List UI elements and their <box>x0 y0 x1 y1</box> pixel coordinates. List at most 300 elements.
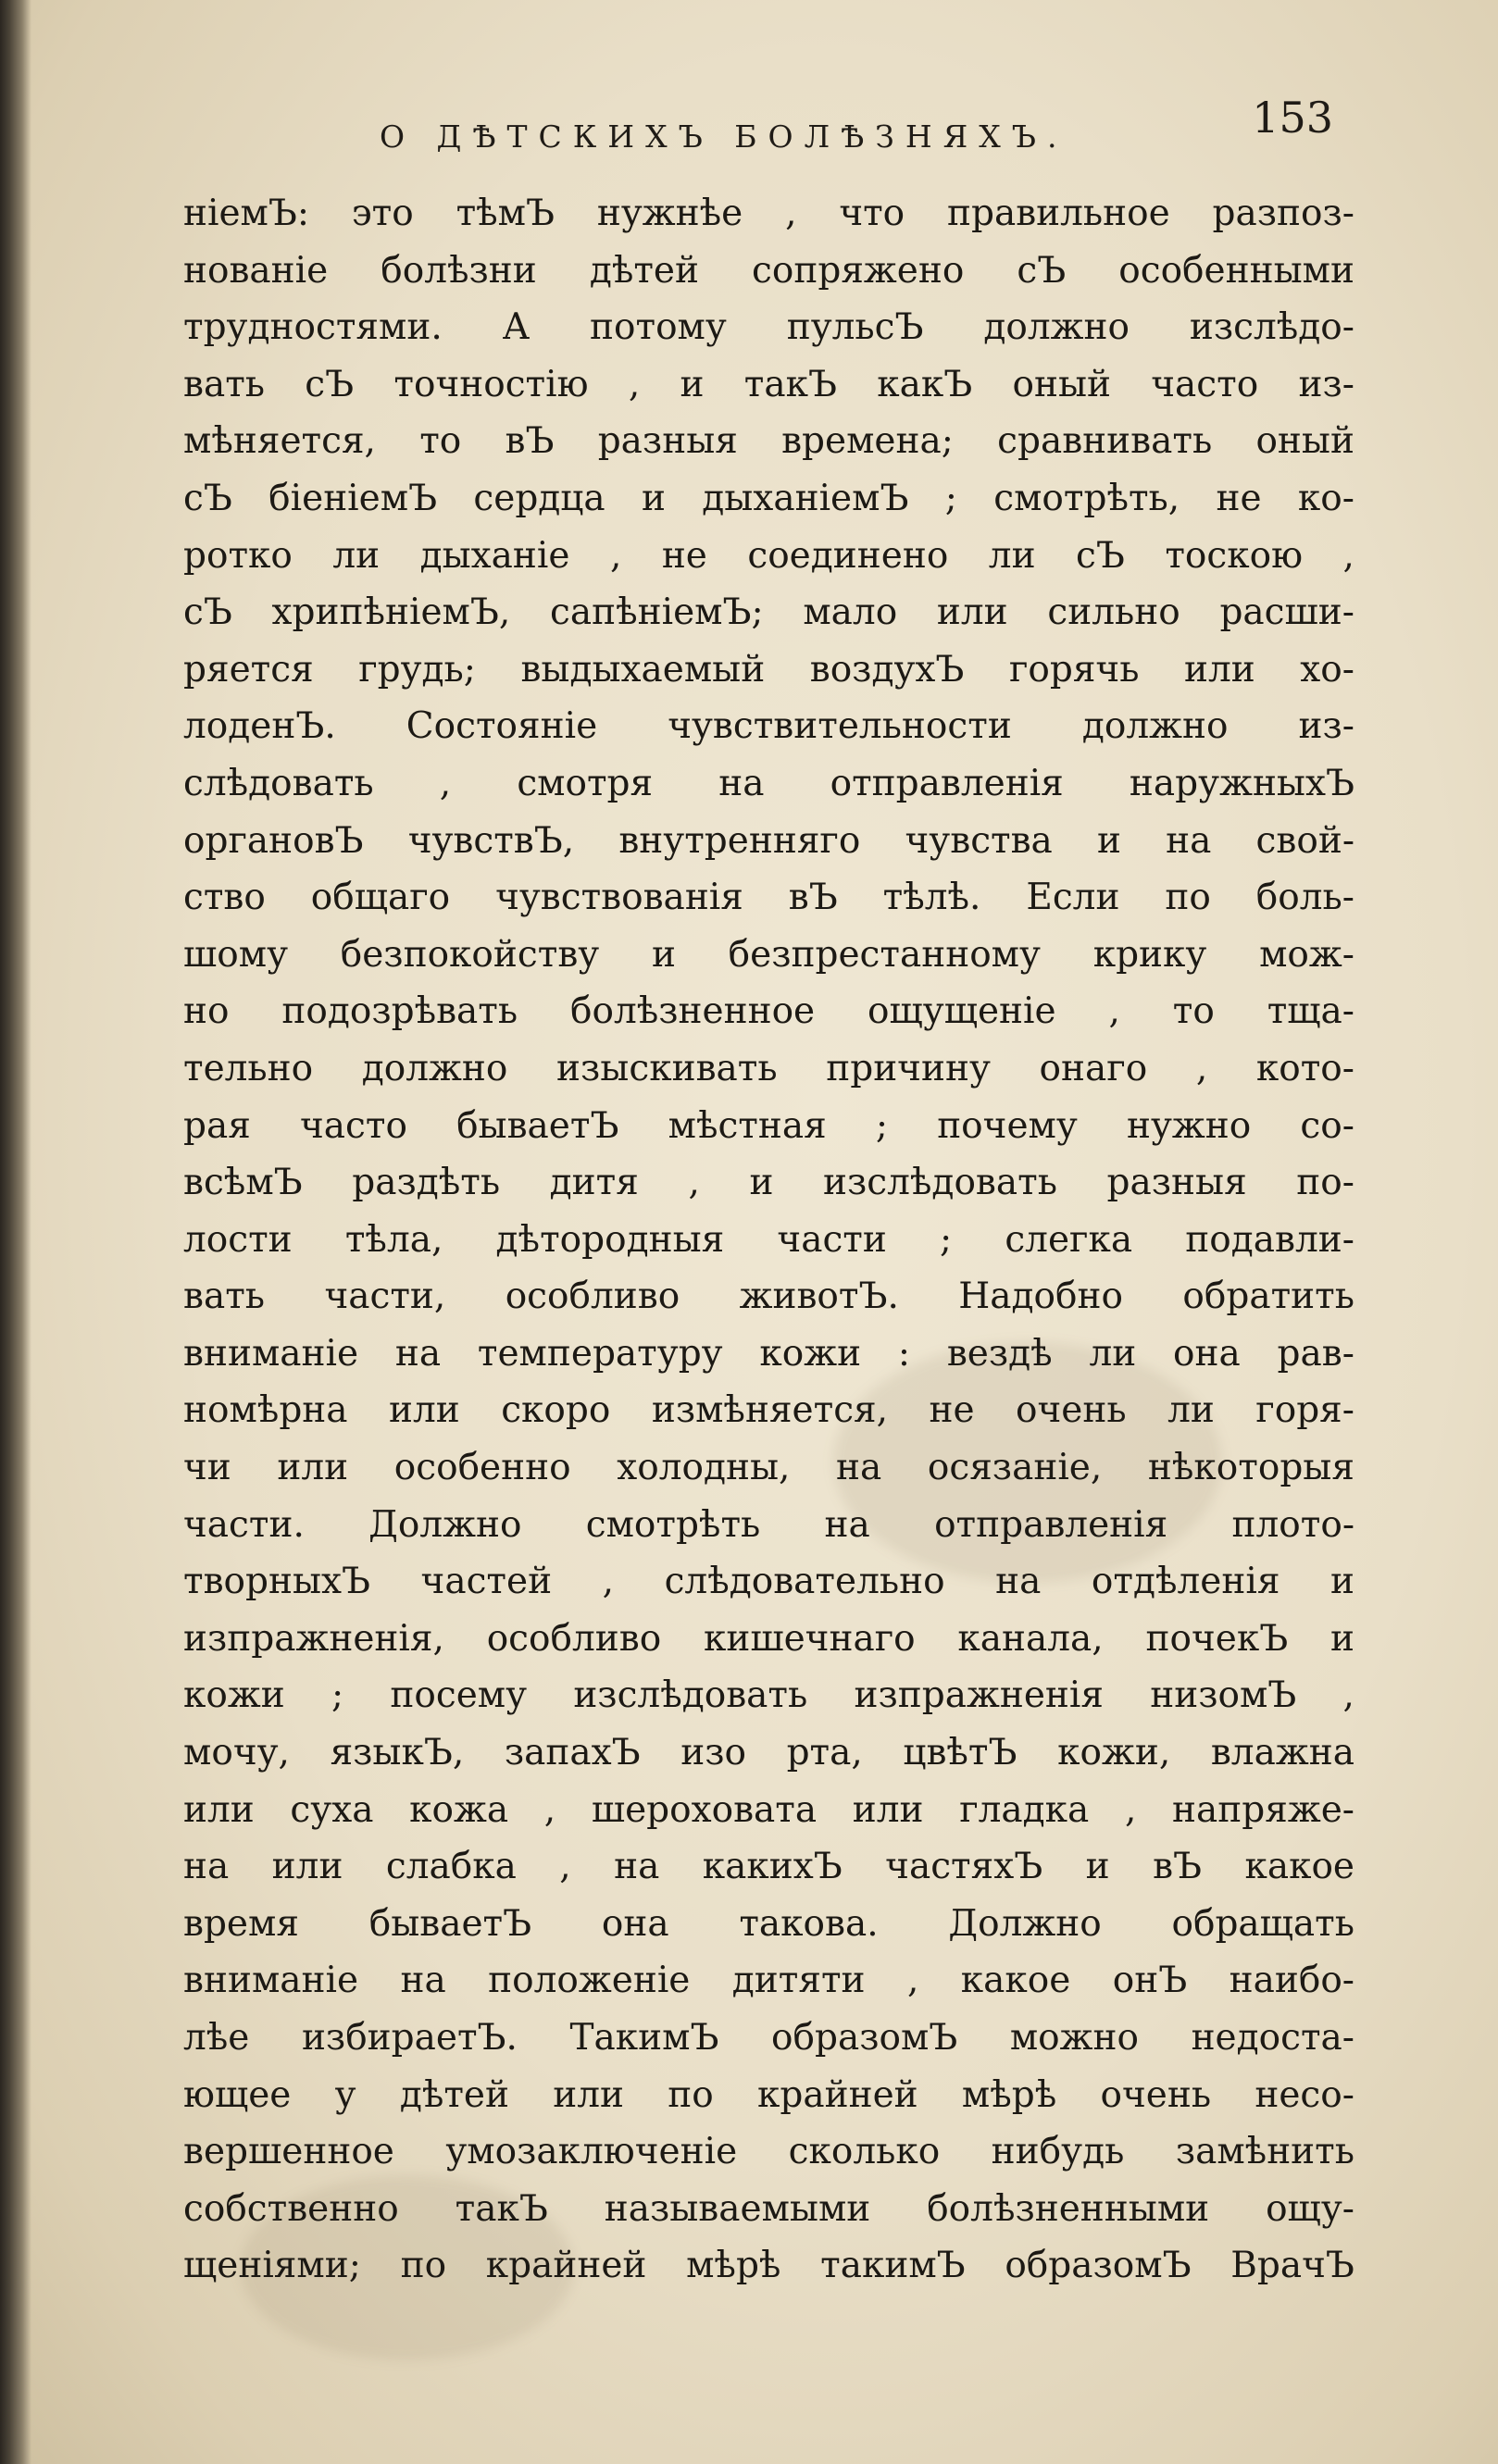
text-word: образомЪ <box>1005 2245 1192 2287</box>
text-line <box>183 813 1354 870</box>
text-word: можно <box>1009 2017 1139 2059</box>
text-word: ство <box>183 877 266 919</box>
text-word: , <box>1342 534 1354 577</box>
text-line <box>183 927 1354 984</box>
text-word: холодны, <box>617 1447 791 1489</box>
text-word: или <box>1183 648 1255 691</box>
text-word: положеніе <box>488 1960 691 2002</box>
text-line <box>183 185 1354 243</box>
text-word: скоро <box>501 1389 611 1432</box>
text-word: нѣкоторыя <box>1147 1447 1354 1489</box>
text-word: запахЪ <box>504 1732 641 1774</box>
text-word: номѣрна <box>183 1389 348 1432</box>
text-word: Если <box>1026 877 1120 919</box>
text-word: какЪ <box>877 363 973 405</box>
text-word: и <box>1085 1846 1110 1888</box>
text-word: или <box>852 1788 924 1831</box>
text-word: какое <box>1244 1846 1354 1888</box>
text-word: вниманіе <box>183 1332 359 1375</box>
text-word: со- <box>1300 1104 1354 1147</box>
text-word: или <box>389 1389 460 1432</box>
text-word: кожа <box>409 1788 509 1831</box>
text-word: дыханіе <box>419 534 570 577</box>
text-line <box>183 1553 1354 1611</box>
text-word: цвѣтЪ <box>903 1732 1017 1774</box>
text-line <box>183 1325 1354 1383</box>
text-word: , <box>1195 1047 1208 1089</box>
text-word: частей <box>420 1561 553 1603</box>
text-word: какихЪ <box>702 1846 843 1888</box>
text-word: тельно <box>183 1047 314 1089</box>
text-word: особенно <box>393 1447 571 1489</box>
text-word: тоскою <box>1165 534 1304 577</box>
text-word: изпражненія, <box>183 1617 444 1660</box>
text-word: изслѣдо- <box>1189 306 1354 349</box>
text-word: безпрестанному <box>728 933 1041 976</box>
text-word: по- <box>1296 1162 1354 1204</box>
text-word: но <box>183 990 230 1033</box>
text-line <box>183 413 1354 470</box>
text-word: подозрѣвать <box>281 990 518 1033</box>
text-word: щеніями; <box>183 2245 361 2287</box>
text-word: слѣдовать <box>183 762 374 804</box>
text-word: мѣрѣ <box>961 2073 1057 2116</box>
text-word: хо- <box>1300 648 1354 691</box>
text-word: дѣтей <box>589 249 699 292</box>
text-word: смотря <box>517 762 654 804</box>
text-word: слабка <box>385 1846 517 1888</box>
text-word: онаго <box>1039 1047 1148 1089</box>
text-word: ; <box>875 1104 889 1147</box>
text-word: , <box>1124 1788 1137 1831</box>
text-word: плото- <box>1231 1503 1354 1546</box>
text-word: часто <box>299 1104 407 1147</box>
text-word: вниманіе <box>183 1960 359 2002</box>
text-word: ли <box>1089 1332 1137 1375</box>
text-word: ВрачЪ <box>1230 2245 1354 2287</box>
text-word: пульсЪ <box>786 306 924 349</box>
text-word: мѣстная <box>668 1104 827 1147</box>
text-word: суха <box>290 1788 374 1831</box>
text-word: она <box>601 1902 669 1945</box>
page-header <box>185 93 1352 167</box>
text-word: что <box>839 193 905 234</box>
text-word: подавли- <box>1185 1218 1354 1261</box>
text-word: нибудь <box>991 2131 1125 2173</box>
text-line <box>183 470 1354 528</box>
text-word: рав- <box>1277 1332 1354 1375</box>
text-word: , <box>439 762 452 804</box>
text-word: не <box>1216 477 1262 519</box>
text-word: и <box>749 1162 774 1204</box>
text-word: наружныхЪ <box>1129 762 1354 804</box>
text-word: напряже- <box>1172 1788 1354 1831</box>
text-word: горячь <box>1008 648 1140 691</box>
text-word: Должно <box>948 1902 1102 1945</box>
text-line <box>183 1497 1354 1554</box>
text-word: ющее <box>183 2073 292 2116</box>
text-word: на <box>824 1503 870 1546</box>
text-word: хрипѣніемЪ, <box>271 591 511 634</box>
text-word: должно <box>983 306 1130 349</box>
text-word: на <box>718 762 765 804</box>
text-word: умозаключеніе <box>445 2131 738 2173</box>
text-word: , <box>1342 1674 1354 1717</box>
text-word: это <box>351 193 414 234</box>
text-word: кожи <box>183 1674 285 1717</box>
text-word: мало <box>803 591 898 634</box>
text-word: слѣдовательно <box>664 1561 945 1603</box>
text-word: вать <box>183 1276 266 1318</box>
text-word: часто <box>1151 363 1259 405</box>
text-word: дитяти <box>731 1960 866 2002</box>
text-word: гладка <box>959 1788 1090 1831</box>
text-word: вершенное <box>183 2131 394 2173</box>
text-word: кото- <box>1255 1047 1354 1089</box>
text-word: ряется <box>183 648 314 691</box>
text-word: ли <box>1167 1389 1215 1432</box>
text-word: то <box>1172 990 1215 1033</box>
text-word: на <box>183 1846 230 1888</box>
text-line <box>183 755 1354 813</box>
text-word: вЪ <box>788 877 838 919</box>
text-word: на <box>1166 819 1212 862</box>
text-line <box>183 869 1354 927</box>
text-word: Должно <box>368 1503 522 1546</box>
text-word: чувствЪ, <box>407 819 575 862</box>
text-word: ко- <box>1297 477 1354 519</box>
text-word: органовЪ <box>183 819 364 862</box>
text-line <box>183 698 1354 755</box>
text-word: или <box>277 1447 349 1489</box>
text-word: свой- <box>1255 819 1354 862</box>
text-word: отправленія <box>830 762 1064 804</box>
text-line <box>183 1611 1354 1668</box>
text-word: лоденЪ. <box>183 705 336 748</box>
text-word: изыскивать <box>556 1047 778 1089</box>
text-word: животЪ. <box>739 1276 899 1318</box>
text-word: сильно <box>1047 591 1180 634</box>
text-word: сЪ <box>1076 534 1125 577</box>
text-word: болѣзненное <box>569 990 816 1033</box>
text-word: слегка <box>1005 1218 1133 1261</box>
text-word: времена; <box>781 420 954 463</box>
text-line <box>183 1040 1354 1098</box>
text-word: ; <box>940 1218 953 1261</box>
text-word: вать <box>183 363 266 405</box>
text-line <box>183 528 1354 585</box>
text-word: какое <box>960 1960 1071 2002</box>
text-word: сЪ <box>183 591 232 634</box>
text-word: творныхЪ <box>183 1561 370 1603</box>
text-word: вЪ <box>1153 1846 1203 1888</box>
text-word: тѣмЪ <box>456 193 555 234</box>
text-word: , <box>688 1162 700 1204</box>
text-word: ощущеніе <box>868 990 1056 1033</box>
text-word: на <box>394 1332 442 1375</box>
text-word: ТакимЪ <box>569 2017 719 2059</box>
text-word: мож- <box>1259 933 1354 976</box>
text-word: вездѣ <box>946 1332 1053 1375</box>
text-word: бываетЪ <box>456 1104 619 1147</box>
text-line <box>183 1154 1354 1212</box>
text-word: дитя <box>549 1162 639 1204</box>
text-word: : <box>897 1332 911 1375</box>
text-word: ніемЪ: <box>183 193 310 234</box>
text-word: крику <box>1092 933 1207 976</box>
text-line <box>183 1782 1354 1839</box>
text-word: болѣзни <box>381 249 537 292</box>
text-word: и <box>651 933 676 976</box>
text-word: выдыхаемый <box>520 648 766 691</box>
text-word: низомЪ <box>1150 1674 1297 1717</box>
binding-shadow <box>0 0 31 2464</box>
text-word: она <box>1173 1332 1241 1375</box>
text-word: кожи, <box>1057 1732 1171 1774</box>
text-word: точностію <box>393 363 589 405</box>
text-word: , <box>785 193 797 234</box>
text-word: нужно <box>1126 1104 1252 1147</box>
text-word: или <box>183 1788 255 1831</box>
text-line <box>183 1439 1354 1497</box>
text-word: грудь; <box>358 648 476 691</box>
text-word: изслѣдовать <box>823 1162 1057 1204</box>
text-word: тща- <box>1267 990 1354 1033</box>
text-word: по <box>1165 877 1211 919</box>
text-word: такЪ <box>743 363 837 405</box>
text-word: или <box>936 591 1008 634</box>
text-word: особливо <box>486 1617 662 1660</box>
text-line <box>183 1382 1354 1439</box>
text-word: частяхЪ <box>885 1846 1043 1888</box>
text-word: и <box>680 363 705 405</box>
text-word: безпокойству <box>340 933 600 976</box>
text-word: и <box>1096 819 1121 862</box>
text-word: отправленія <box>934 1503 1168 1546</box>
text-word: языкЪ, <box>330 1732 465 1774</box>
text-word: очень <box>1100 2073 1212 2116</box>
text-word: всѣмЪ <box>183 1162 303 1204</box>
text-word: потому <box>590 306 727 349</box>
text-word: должно <box>1081 705 1229 748</box>
text-word: называемыми <box>604 2187 871 2230</box>
text-word: наибо- <box>1229 1960 1354 2002</box>
text-word: Состояніе <box>406 705 598 748</box>
text-word: время <box>183 1902 299 1945</box>
text-word: такова. <box>739 1902 879 1945</box>
text-line <box>183 1212 1354 1269</box>
text-word: онЪ <box>1112 1960 1188 2002</box>
text-word: разныя <box>1106 1162 1247 1204</box>
text-word: тѣлѣ. <box>882 877 981 919</box>
text-word: сопряжено <box>752 249 965 292</box>
text-line <box>183 243 1354 300</box>
text-word: влажна <box>1210 1732 1354 1774</box>
text-word: лѣе <box>183 2017 250 2059</box>
text-word: на <box>995 1561 1042 1603</box>
text-word: вЪ <box>505 420 555 463</box>
text-word: трудностями. <box>183 306 443 349</box>
text-word: ; <box>331 1674 344 1717</box>
text-word: тѣла, <box>344 1218 443 1261</box>
text-line <box>183 356 1354 414</box>
text-word: почекЪ <box>1145 1617 1289 1660</box>
text-word: части <box>777 1218 887 1261</box>
text-word: нужнѣе <box>596 193 743 234</box>
text-word: измѣняется, <box>651 1389 889 1432</box>
text-word: на <box>614 1846 660 1888</box>
text-word: чувства <box>905 819 1053 862</box>
text-word: болѣзненными <box>927 2187 1210 2230</box>
text-word: части. <box>183 1503 305 1546</box>
text-word: расши- <box>1219 591 1354 634</box>
text-line <box>183 2237 1354 2295</box>
text-word: кишечнаго <box>703 1617 916 1660</box>
text-word: осязаніе, <box>927 1447 1103 1489</box>
text-line <box>183 1098 1354 1155</box>
text-word: біеніемЪ <box>268 477 438 519</box>
text-word: несо- <box>1255 2073 1354 2116</box>
text-word: собственно <box>183 2187 399 2230</box>
text-word: чувствованія <box>495 877 743 919</box>
text-word: Надобно <box>958 1276 1123 1318</box>
text-word: ли <box>988 534 1036 577</box>
text-word: такимЪ <box>820 2245 966 2287</box>
text-line <box>183 2123 1354 2181</box>
text-word: из- <box>1298 363 1354 405</box>
text-word: сапѣніемЪ; <box>550 591 764 634</box>
text-word: обратить <box>1182 1276 1354 1318</box>
text-word: очень <box>1016 1389 1127 1432</box>
text-word: изпражненія <box>854 1674 1104 1717</box>
text-line <box>183 2010 1354 2067</box>
page-number: 153 <box>1252 93 1333 143</box>
text-word: из- <box>1298 705 1354 748</box>
text-word: крайней <box>757 2073 918 2116</box>
text-word: замѣнить <box>1175 2131 1354 2173</box>
text-word: шероховата <box>591 1788 818 1831</box>
text-word: избираетЪ. <box>301 2017 518 2059</box>
text-word: не <box>929 1389 975 1432</box>
text-word: сЪ <box>305 363 355 405</box>
text-word: рая <box>183 1104 251 1147</box>
text-word: недоста- <box>1191 2017 1354 2059</box>
text-word: особливо <box>505 1276 680 1318</box>
text-word: смотрѣть, <box>993 477 1180 519</box>
text-word: причину <box>826 1047 991 1089</box>
text-word: внутренняго <box>618 819 861 862</box>
text-word: дѣтей <box>399 2073 510 2116</box>
text-word: посему <box>390 1674 528 1717</box>
text-word: , <box>559 1846 571 1888</box>
text-word: нованіе <box>183 249 329 292</box>
text-word: чувствительности <box>668 705 1012 748</box>
text-word: сЪ <box>1017 249 1067 292</box>
text-word: и <box>1329 1561 1354 1603</box>
text-word: такЪ <box>455 2187 548 2230</box>
text-word: по <box>668 2073 714 2116</box>
text-word: смотрѣть <box>585 1503 761 1546</box>
text-word: горя- <box>1255 1389 1354 1432</box>
text-word: мѣняется, <box>183 420 376 463</box>
text-word: образомЪ <box>771 2017 958 2059</box>
text-word: обращать <box>1171 1902 1354 1945</box>
text-line <box>183 1667 1354 1724</box>
text-line <box>183 1724 1354 1782</box>
text-word: кожи <box>759 1332 862 1375</box>
text-word: канала, <box>957 1617 1104 1660</box>
text-line <box>183 1952 1354 2010</box>
text-word: то <box>419 420 462 463</box>
text-word: сравнивать <box>997 420 1213 463</box>
text-word: общаго <box>310 877 451 919</box>
text-word: на <box>400 1960 446 2002</box>
text-word: должно <box>361 1047 508 1089</box>
text-word: на <box>836 1447 882 1489</box>
text-word: рта, <box>786 1732 863 1774</box>
text-word: по <box>400 2245 447 2287</box>
text-word: сколько <box>788 2131 941 2173</box>
text-word: сЪ <box>183 477 232 519</box>
body-text <box>183 185 1354 2295</box>
text-word: и <box>1329 1617 1354 1660</box>
text-line <box>183 641 1354 699</box>
text-word: изо <box>680 1732 746 1774</box>
text-word: , <box>543 1788 556 1831</box>
text-word: воздухЪ <box>809 648 965 691</box>
text-line <box>183 1896 1354 1953</box>
text-word: бываетЪ <box>368 1902 532 1945</box>
text-word: А <box>502 306 531 349</box>
text-word: , <box>628 363 641 405</box>
text-word: мѣрѣ <box>686 2245 781 2287</box>
text-word: или <box>271 1846 343 1888</box>
text-word: , <box>609 534 622 577</box>
text-word: и <box>641 477 666 519</box>
running-head: О ДѢТСКИХЪ БОЛѢЗНЯХЪ. <box>380 118 1068 155</box>
text-word: лости <box>183 1218 293 1261</box>
text-line <box>183 299 1354 356</box>
text-word: разпоз- <box>1212 193 1354 234</box>
text-word: оный <box>1255 420 1354 463</box>
text-word: ; <box>944 477 957 519</box>
text-word: боль- <box>1255 877 1354 919</box>
text-word: чи <box>183 1447 231 1489</box>
text-word: дыханіемЪ <box>702 477 909 519</box>
text-word: ли <box>332 534 381 577</box>
text-line <box>183 2067 1354 2124</box>
text-word: температуру <box>477 1332 723 1375</box>
text-word: не <box>661 534 707 577</box>
text-word: особенными <box>1118 249 1354 292</box>
text-word: изслѣдовать <box>573 1674 808 1717</box>
text-word: правильное <box>946 193 1170 234</box>
text-word: оный <box>1012 363 1111 405</box>
text-word: части, <box>324 1276 446 1318</box>
text-word: или <box>553 2073 625 2116</box>
text-word: почему <box>937 1104 1078 1147</box>
text-word: шому <box>183 933 289 976</box>
text-line <box>183 1838 1354 1896</box>
text-line <box>183 2181 1354 2238</box>
text-word: у <box>334 2073 356 2116</box>
text-word: ощу- <box>1266 2187 1354 2230</box>
text-line <box>183 1268 1354 1325</box>
text-line <box>183 983 1354 1040</box>
text-word: раздѣть <box>352 1162 501 1204</box>
text-line <box>183 584 1354 641</box>
text-word: сердца <box>473 477 605 519</box>
